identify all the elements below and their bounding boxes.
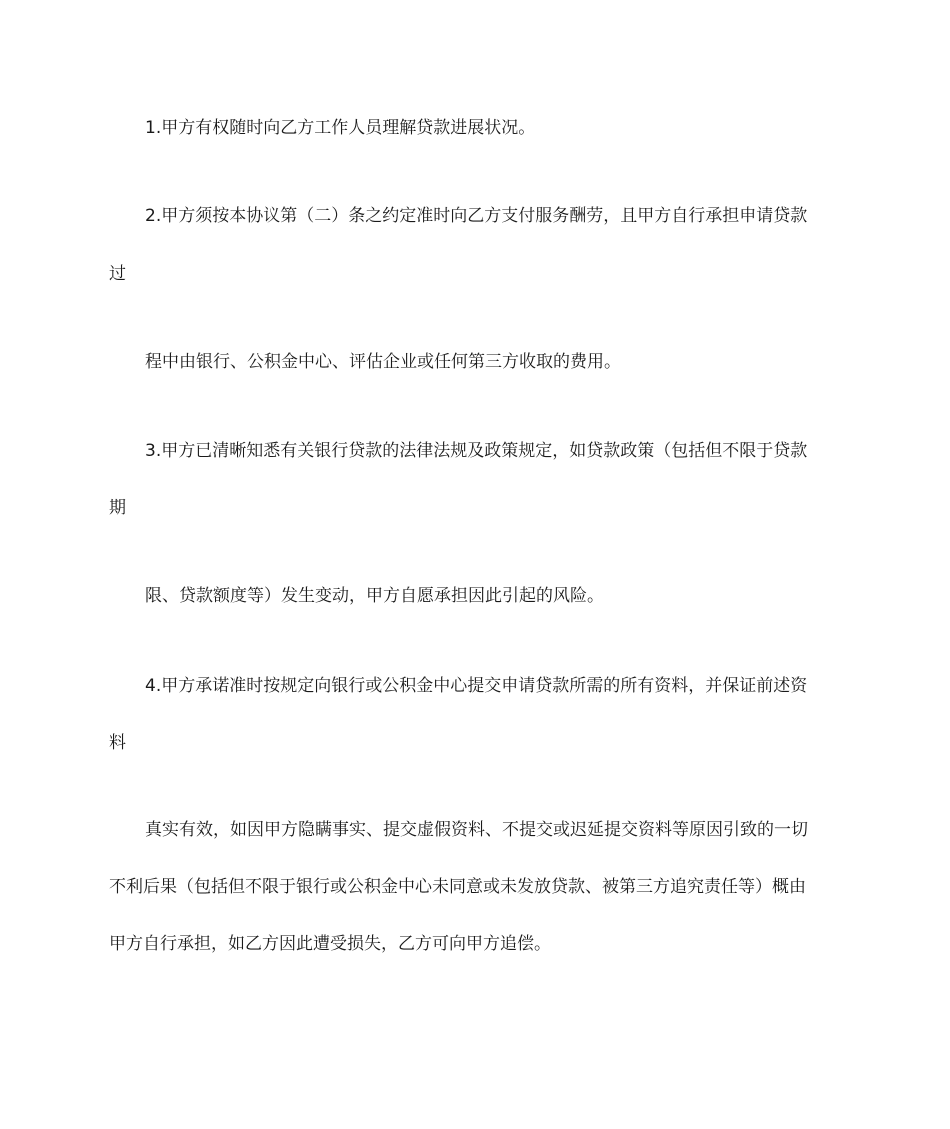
clause-4-line-1: 4.甲方承诺准时按规定向银行或公积金中心提交申请贷款所需的所有资料，并保证前述资 — [145, 676, 808, 696]
clause-4-continuation-line-3: 甲方自行承担，如乙方因此遭受损失，乙方可向甲方追偿。 — [109, 934, 551, 954]
clause-2-line-2: 过 — [109, 264, 126, 284]
clause-4-continuation-line-2: 不利后果（包括但不限于银行或公积金中心未同意或未发放贷款、被第三方追究责任等）概由 — [109, 877, 806, 897]
clause-3-continuation: 限、贷款额度等）发生变动，甲方自愿承担因此引起的风险。 — [145, 586, 604, 606]
clause-3-line-2: 期 — [109, 498, 126, 518]
clause-3-line-1: 3.甲方已清晰知悉有关银行贷款的法律法规及政策规定，如贷款政策（包括但不限于贷款 — [145, 441, 808, 461]
clause-2-continuation: 程中由银行、公积金中心、评估企业或任何第三方收取的费用。 — [145, 352, 621, 372]
clause-4-line-2: 料 — [109, 733, 126, 753]
clause-2-line-1: 2.甲方须按本协议第（二）条之约定准时向乙方支付服务酬劳，且甲方自行承担申请贷款 — [145, 206, 808, 226]
clause-1-line-1: 1.甲方有权随时向乙方工作人员理解贷款进展状况。 — [145, 118, 536, 138]
clause-4-continuation-line-1: 真实有效，如因甲方隐瞒事实、提交虚假资料、不提交或迟延提交资料等原因引致的一切 — [145, 820, 808, 840]
